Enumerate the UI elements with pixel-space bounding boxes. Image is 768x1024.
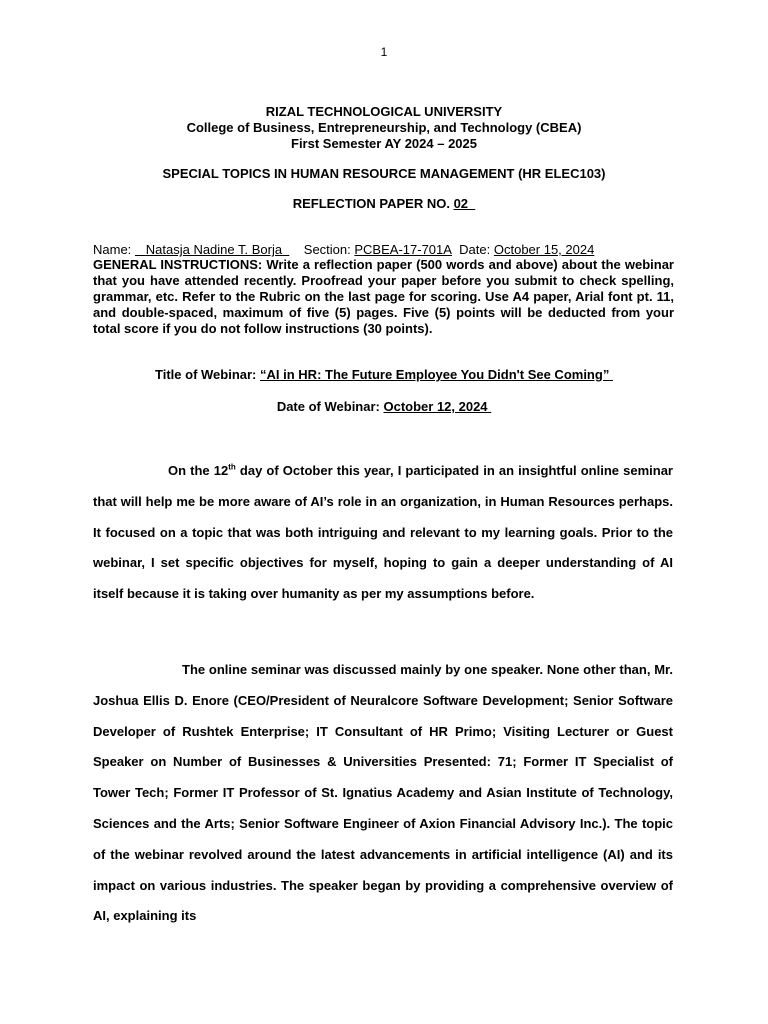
paper-label: REFLECTION PAPER NO. <box>292 196 454 211</box>
document-header <box>0 104 768 152</box>
semester: First Semester AY 2024 – 2025 <box>291 136 477 151</box>
webinar-date-line <box>0 399 768 414</box>
webinar-title-label: Title of Webinar: <box>155 367 261 382</box>
section-label: Section: <box>303 242 355 257</box>
submission-date: October 15, 2024 <box>493 242 595 257</box>
course-title: SPECIAL TOPICS IN HUMAN RESOURCE MANAGEMENT (HR ELEC103) <box>162 166 606 181</box>
paper-number: 02 <box>453 196 469 211</box>
paper-number-line <box>0 196 768 211</box>
webinar-title-line <box>0 367 768 382</box>
page-number: 1 <box>380 45 388 59</box>
college-name: College of Business, Entrepreneurship, and Technology (CBEA) <box>186 120 582 135</box>
paragraph-1-start: On the 12 <box>168 463 229 478</box>
webinar-date-label: Date of Webinar: <box>276 399 384 414</box>
name-label: Name: <box>93 242 135 257</box>
student-name: Natasja Nadine T. Borja <box>145 242 283 257</box>
ordinal-superscript: th <box>228 462 236 472</box>
university-name: RIZAL TECHNOLOGICAL UNIVERSITY <box>265 104 503 119</box>
body-paragraph-1 <box>93 456 673 610</box>
webinar-title: “AI in HR: The Future Employee You Didn't See Coming” <box>260 367 610 382</box>
webinar-date: October 12, 2024 <box>383 399 488 414</box>
general-instructions: GENERAL INSTRUCTIONS: Write a reflection paper (500 words and above) about the webinar that you have attended recently. Proofread your paper before you submit to check spelling, grammar, etc. Refer to the Rubric on the last page for scoring. Use A4 paper, Arial font pt. 11, and double-spaced, maximum of five (5) pages. Five (5) points will be deducted from your total score if you do not follow instructions (30 points). <box>93 257 674 336</box>
student-section: PCBEA-17-701A <box>354 242 452 257</box>
date-label: Date: <box>459 242 494 257</box>
body-paragraph-2: The online seminar was discussed mainly by one speaker. None other than, Mr. Joshua Ellis D. Enore (CEO/President of Neuralcore Software Development; Senior Software Developer of Rushtek Enterprise; IT Consultant of HR Primo; Visiting Lecturer or Guest Speaker on Number of Businesses & Universities Presented: 71; Former IT Specialist of Tower Tech; Former IT Professor of St. Ignatius Academy and Asian Institute of Technology, Sciences and the Arts; Senior Software Engineer of Axion Financial Advisory Inc.). The topic of the webinar revolved around the latest advancements in artificial intelligence (AI) and its impact on various industries. The speaker began by providing a comprehensive overview of AI, explaining its <box>93 662 673 924</box>
paragraph-1-rest: day of October this year, I participated in an insightful online seminar that will help me be more aware of AI’s role in an organization, in Human Resources perhaps. It focused on a topic that was both intriguing and relevant to my learning goals. Prior to the webinar, I set specific objectives for myself, hoping to gain a deeper understanding of AI itself because it is taking over humanity as per my assumptions before. <box>93 463 673 602</box>
student-info-line <box>93 242 594 257</box>
